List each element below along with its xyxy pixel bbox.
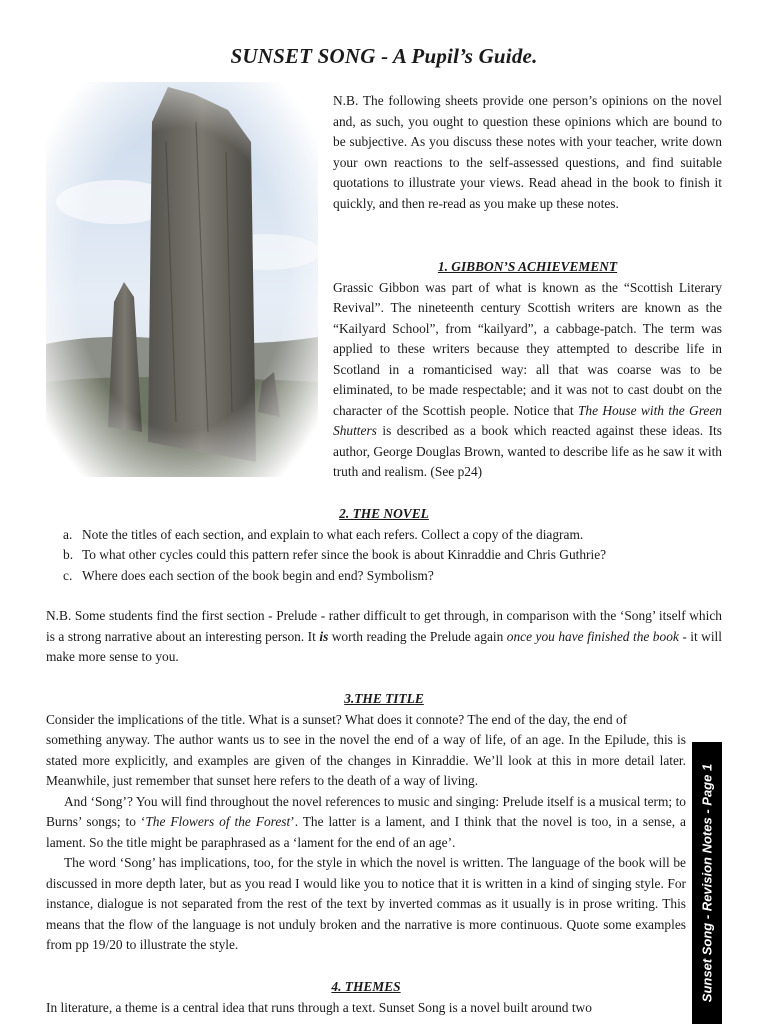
section-body: In literature, a theme is a central idea that runs through a text. Sunset Song is a novel built around two [46,999,592,1015]
page-title: SUNSET SONG - A Pupil’s Guide. [230,44,538,68]
section-body: something anyway. The author wants us to see in the novel the end of a way of life, of an age. In the Epilude, this is stated more explicitly, and examples are given of the changes in Kinraddie. We’ll look at this in more detail later. Meanwhile, just remember that sunset here refers to the death of a way of living. [46,732,686,788]
section-the-title [46,689,722,956]
section-heading: 4. THEMES [331,979,401,994]
prelude-note [46,606,722,668]
list-item: a. Note the titles of each section, and explain to what each refers. Collect a copy of the diagram. [63,526,584,542]
section-heading: 1. GIBBON’S ACHIEVEMENT [437,259,618,274]
list-item: c. Where does each section of the book begin and end? Symbolism? [63,567,434,583]
section-body: The word ‘Song’ has implications, too, for the style in which the novel is written. The language of the book will be discussed in more depth later, but as you read I would like you to notice that it is written in a kind of singing style. For instance, dialogue is not separated from the rest of the text by inverted commas as it usually is in prose writing. This means that the flow of the language is not unduly broken and the narrative is more continuous. Quote some examples from pp 19/20 to illustrate the style. [46,855,686,952]
note-paragraph: N.B. Some students find the first section - Prelude - rather difficult to get through, in comparison with the ‘Song’ itself which is a strong narrative about an interesting person. It is worth reading the Prelude again once you have finished the book - it will make more sense to you. [46,608,722,664]
section-the-novel [46,504,722,586]
section-body: Consider the implications of the title. What is a sunset? What does it connote? The end of the day, the end of [46,711,628,727]
page-sidebar-tab [692,742,722,1024]
intro-paragraph: N.B. The following sheets provide one person’s opinions on the novel and, as such, you ought to question these opinions which are bound to be subjective. As you discuss these notes with your teacher, write down your own reactions to the self-assessed questions, and find suitable quotations to illustrate your views. Read ahead in the book to finish it quickly, and then re-read as you make up these notes. [333,93,722,211]
section-heading: 3.THE TITLE [344,691,424,706]
section-body: And ‘Song’? You will find throughout the novel references to music and singing: Prelude itself is a musical term; to Burns’ songs; to ‘The Flowers of the Forest’. The latter is a lament, and I think that the novel is too, in a sense, a lament. So the title might be paraphrased as a ‘lament for the end of an age’. [46,793,686,850]
question-list [46,525,722,587]
section-themes [46,977,686,1018]
intro-note [333,91,722,214]
standing-stone-illustration [46,82,318,477]
sidebar-label: Sunset Song - Revision Notes - Page 1 [699,763,715,1003]
section-body: Grassic Gibbon was part of what is known as the “Scottish Literary Revival”. The nineteenth century Scottish writers are known as the “Kailyard School”, from “kailyard”, a cabbage-patch. The term was applied to these writers because they attempted to describe life in Scotland in a romanticised way: all that was coarse was to be eliminated, to be made respectable; and it was not to cast doubt on the character of the Scottish people. Notice that The House with the Green Shutters is described as a book which reacted against these ideas. Its author, George Douglas Brown, wanted to describe life as he saw it with truth and realism. (See p24) [333,279,722,479]
list-item: b. To what other cycles could this pattern refer since the book is about Kinraddie and Chris Guthrie? [63,547,607,562]
standing-stone-photo [46,82,318,477]
book-title: The House with the Green Shutters [333,402,722,438]
section-heading: 2. THE NOVEL [339,506,429,521]
section-gibbons-achievement [333,257,722,483]
